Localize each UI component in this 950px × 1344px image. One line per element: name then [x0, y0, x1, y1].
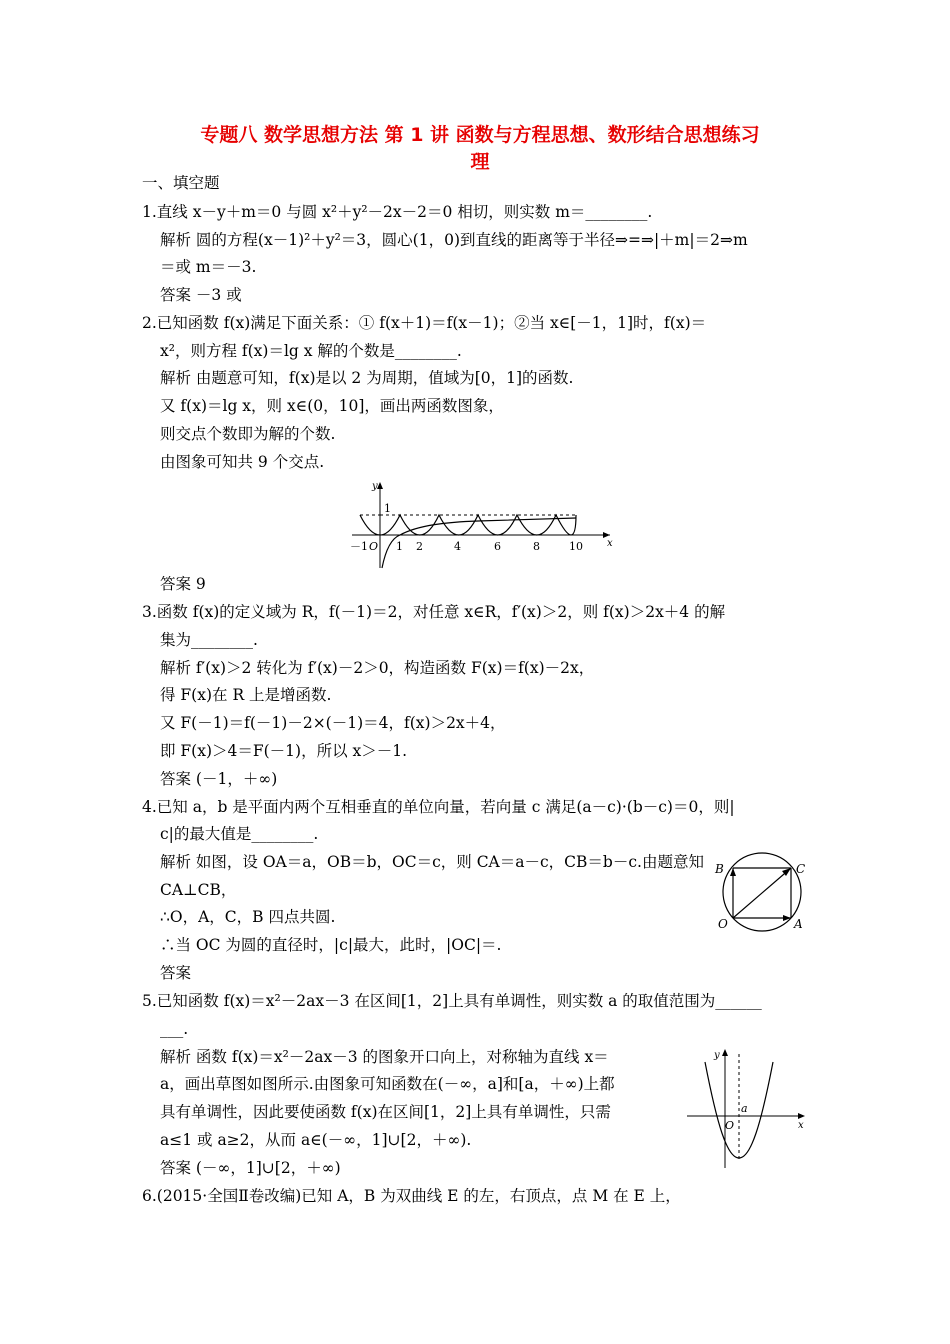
problem-3-analysis: 解析 f′(x)＞2 转化为 f′(x)－2＞0，构造函数 F(x)＝f(x)－2x， — [160, 659, 595, 677]
problem-3-analysis: 又 F(－1)＝f(－1)－2×(－1)＝4，f(x)＞2x＋4， — [160, 714, 506, 732]
point-label: A — [794, 917, 803, 931]
problem-2-question: x²，则方程 f(x)＝lg x 解的个数是________. — [160, 342, 462, 360]
problem-5-analysis: 解析 函数 f(x)＝x²－2ax－3 的图象开口向上，对称轴为直线 x＝ — [160, 1048, 609, 1066]
x-tick-label: 1 — [396, 540, 403, 553]
problem-5-question: 5.已知函数 f(x)＝x²－2ax－3 在区间[1，2]上具有单调性，则实数 a 的取值范围为______ — [142, 992, 762, 1010]
x-axis-label: x — [798, 1120, 804, 1131]
origin-label: O — [369, 540, 379, 553]
circle-vector-figure — [710, 850, 810, 934]
symmetry-axis-label: a — [741, 1102, 748, 1115]
problem-4-analysis: CA⊥CB， — [160, 881, 237, 899]
problem-3-question: 集为________. — [160, 631, 258, 649]
problem-5-question: ___. — [160, 1020, 189, 1038]
problem-4-analysis: 解析 如图，设 OA＝a，OB＝b，OC＝c，则 CA＝a－c，CB＝b－c.由题意知 — [160, 853, 704, 871]
parabola-figure — [683, 1044, 808, 1170]
x-tick-label: 4 — [454, 540, 461, 553]
problem-5-analysis: a≤1 或 a≥2，从而 a∈(－∞，1]∪[2，＋∞). — [160, 1131, 472, 1149]
x-tick-label: 6 — [494, 540, 501, 553]
problem-5-analysis: a，画出草图如图所示.由图象可知函数在(－∞，a]和[a，＋∞)上都 — [160, 1075, 615, 1093]
problem-4-analysis: ∴O，A，C，B 四点共圆. — [160, 908, 336, 926]
problem-3-answer: 答案 (－1，＋∞) — [160, 770, 278, 788]
point-label: O — [718, 917, 728, 931]
periodic-function-figure — [348, 478, 618, 570]
problem-2-analysis: 由图象可知共 9 个交点. — [160, 453, 325, 471]
point-label: B — [715, 862, 724, 876]
problem-4-analysis: ∴当 OC 为圆的直径时，|c|最大，此时，|OC|＝. — [160, 936, 502, 954]
problem-3-question: 3.函数 f(x)的定义域为 R，f(－1)＝2，对任意 x∈R，f′(x)＞2，则 f(x)＞2x＋4 的解 — [142, 603, 726, 621]
problem-1-analysis: ＝或 m＝－3. — [160, 258, 257, 276]
problem-3-analysis: 即 F(x)＞4＝F(－1)，所以 x＞－1. — [160, 742, 408, 760]
page-title-continued: 理 — [470, 151, 490, 173]
problem-4-question: c|的最大值是________. — [160, 825, 319, 843]
x-tick-label: 10 — [569, 540, 583, 553]
page-title: 专题八 数学思想方法 第 1 讲 函数与方程思想、数形结合思想练习 — [200, 124, 760, 146]
x-tick-label: 8 — [533, 540, 540, 553]
y-tick-label: 1 — [384, 502, 391, 515]
origin-label: O — [725, 1119, 735, 1132]
problem-3-analysis: 得 F(x)在 R 上是增函数. — [160, 686, 332, 704]
point-label: C — [796, 862, 806, 876]
x-tick-label: －1 — [350, 540, 368, 553]
problem-4-question: 4.已知 a，b 是平面内两个互相垂直的单位向量，若向量 c 满足(a－c)·(b－c)＝0，则| — [142, 798, 735, 816]
problem-2-question: 2.已知函数 f(x)满足下面关系：① f(x＋1)＝f(x－1)；②当 x∈[－1，1]时，f(x)＝ — [142, 314, 707, 332]
problem-4-answer: 答案 — [160, 964, 192, 982]
y-axis-label: y — [372, 481, 378, 492]
section-heading: 一、填空题 — [142, 174, 220, 192]
problem-6-question: 6.(2015·全国Ⅱ卷改编)已知 A，B 为双曲线 E 的左，右顶点，点 M 在 E 上， — [142, 1187, 681, 1205]
problem-2-analysis: 则交点个数即为解的个数. — [160, 425, 336, 443]
problem-1-analysis: 解析 圆的方程(x－1)²＋y²＝3，圆心(1，0)到直线的距离等于半径⇒=⇒|＋m|＝2⇒m — [160, 231, 748, 249]
problem-2-analysis: 解析 由题意可知，f(x)是以 2 为周期，值域为[0，1]的函数. — [160, 369, 574, 387]
x-axis-label: x — [607, 538, 613, 549]
problem-2-answer: 答案 9 — [160, 575, 206, 593]
problem-1-answer: 答案 －3 或 — [160, 286, 242, 304]
problem-1-question: 1.直线 x－y＋m＝0 与圆 x²＋y²－2x－2＝0 相切，则实数 m＝________. — [142, 203, 653, 221]
problem-5-analysis: 具有单调性，因此要使函数 f(x)在区间[1，2]上具有单调性，只需 — [160, 1103, 611, 1121]
problem-5-answer: 答案 (－∞，1]∪[2，＋∞) — [160, 1159, 341, 1177]
x-tick-label: 2 — [416, 540, 423, 553]
problem-2-analysis: 又 f(x)＝lg x，则 x∈(0，10]，画出两函数图象， — [160, 397, 504, 415]
y-axis-label: y — [714, 1050, 720, 1061]
